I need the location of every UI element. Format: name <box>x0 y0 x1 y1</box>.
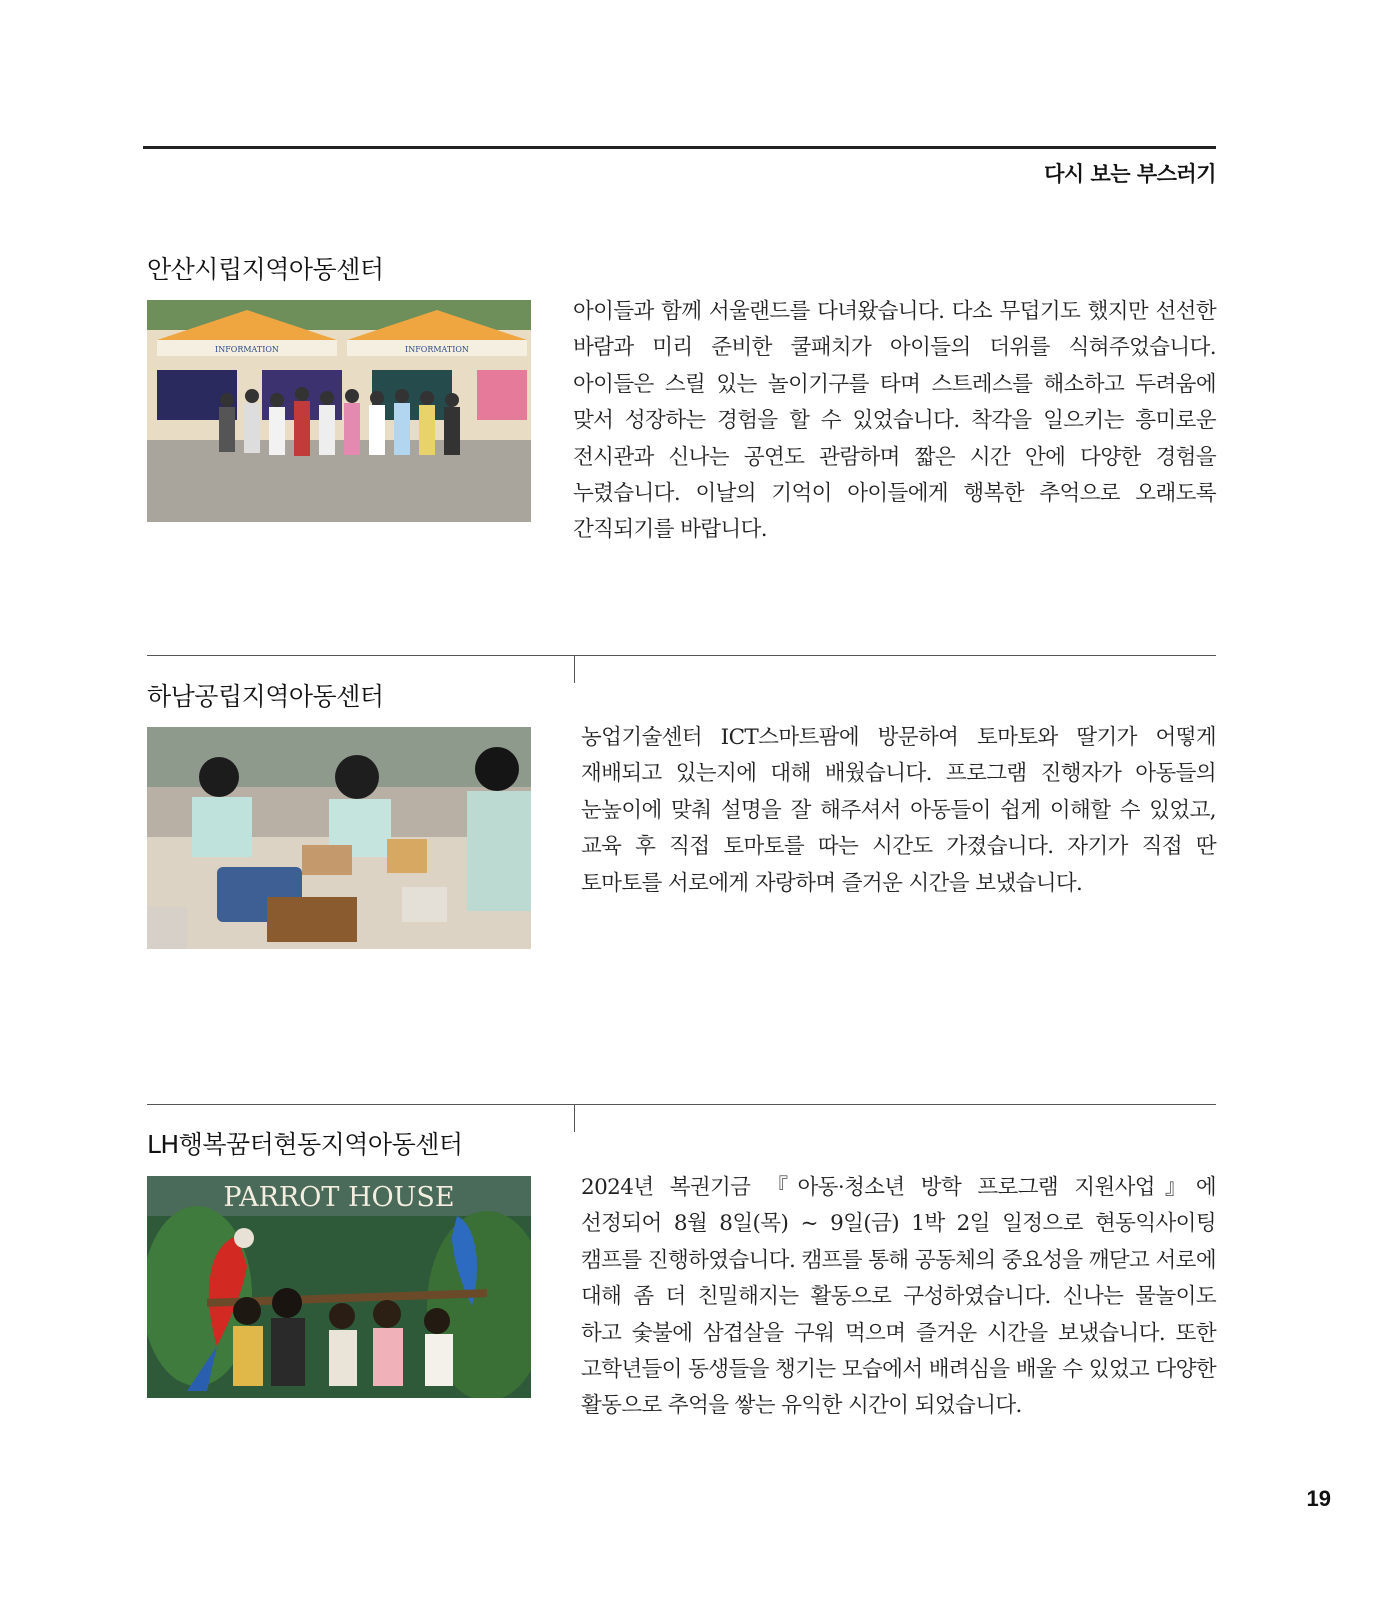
parrot-house-sign: PARROT HOUSE <box>223 1182 455 1213</box>
entry-divider-tick <box>574 655 575 683</box>
entry-body: 아이들과 함께 서울랜드를 다녀왔습니다. 다소 무덥기도 했지만 선선한 바람과 미리 준비한 쿨패치가 아이들의 더위를 식혀주었습니다. 아이들은 스릴 있는 놀이기구를 타며 스트레스를 해소하고 두려움에 맞서 성장하는 경험을 할 수 있었습니다. 착각을 일으키는 흥미로운 전시관과 신나는 공연도 관람하며 짧은 시간 안에 다양한 경험을 누렸습니다. 이날의 기억이 아이들에게 행복한 추억으로 오래도록 간직되기를 바랍니다. <box>573 299 1216 543</box>
entry-hyeondong <box>147 1104 1216 1444</box>
entry-body: 농업기술센터 ICT스마트팜에 방문하여 토마토와 딸기가 어떻게 재배되고 있는지에 대해 배웠습니다. 프로그램 진행자가 아동들의 눈높이에 맞춰 설명을 잘 해주셔서 아동들이 쉽게 이해할 수 있었고, 교육 후 직접 토마토를 따는 시간도 가졌습니다. 자기가 직접 딴 토마토를 서로에게 자랑하며 즐거운 시간을 보냈습니다. <box>581 725 1216 896</box>
info-sign-left: INFORMATION <box>215 345 279 354</box>
center-name: 안산시립지역아동센터 <box>147 255 384 284</box>
page-number: 19 <box>1306 1486 1331 1511</box>
section-title: 다시 보는 부스러기 <box>1044 162 1216 186</box>
entry-divider-tick <box>574 1104 575 1132</box>
entry-hanam <box>147 655 1216 955</box>
center-name: LH행복꿈터현동지역아동센터 <box>147 1130 463 1159</box>
photo-seoulland <box>147 300 531 522</box>
smartfarm-class-photo <box>147 727 531 949</box>
photo-camp <box>147 1176 531 1398</box>
entry-divider <box>147 655 1216 656</box>
header-rule <box>143 146 1216 149</box>
entry-body: 2024년 복권기금 『아동·청소년 방학 프로그램 지원사업』에 선정되어 8월 8일(목) ~ 9일(금) 1박 2일 일정으로 현동익사이팅 캠프를 진행하였습니다. 캠프를 통해 공동체의 중요성을 깨닫고 서로에 대해 좀 더 친밀해지는 활동으로 구성하였습니다. 신나는 물놀이도 하고 숯불에 삼겹살을 구워 먹으며 즐거운 시간을 보냈습니다. 또한 고학년들이 동생들을 챙기는 모습에서 배려심을 배울 수 있었고 다양한 활동으로 추억을 쌓는 유익한 시간이 되었습니다. <box>581 1175 1216 1419</box>
parrot-house-photo <box>147 1176 531 1398</box>
entry-ansan <box>147 250 1216 550</box>
entry-divider <box>147 1104 1216 1105</box>
seoulland-group-photo <box>147 300 531 522</box>
info-sign-right: INFORMATION <box>405 345 469 354</box>
photo-smartfarm <box>147 727 531 949</box>
center-name: 하남공립지역아동센터 <box>147 682 384 711</box>
